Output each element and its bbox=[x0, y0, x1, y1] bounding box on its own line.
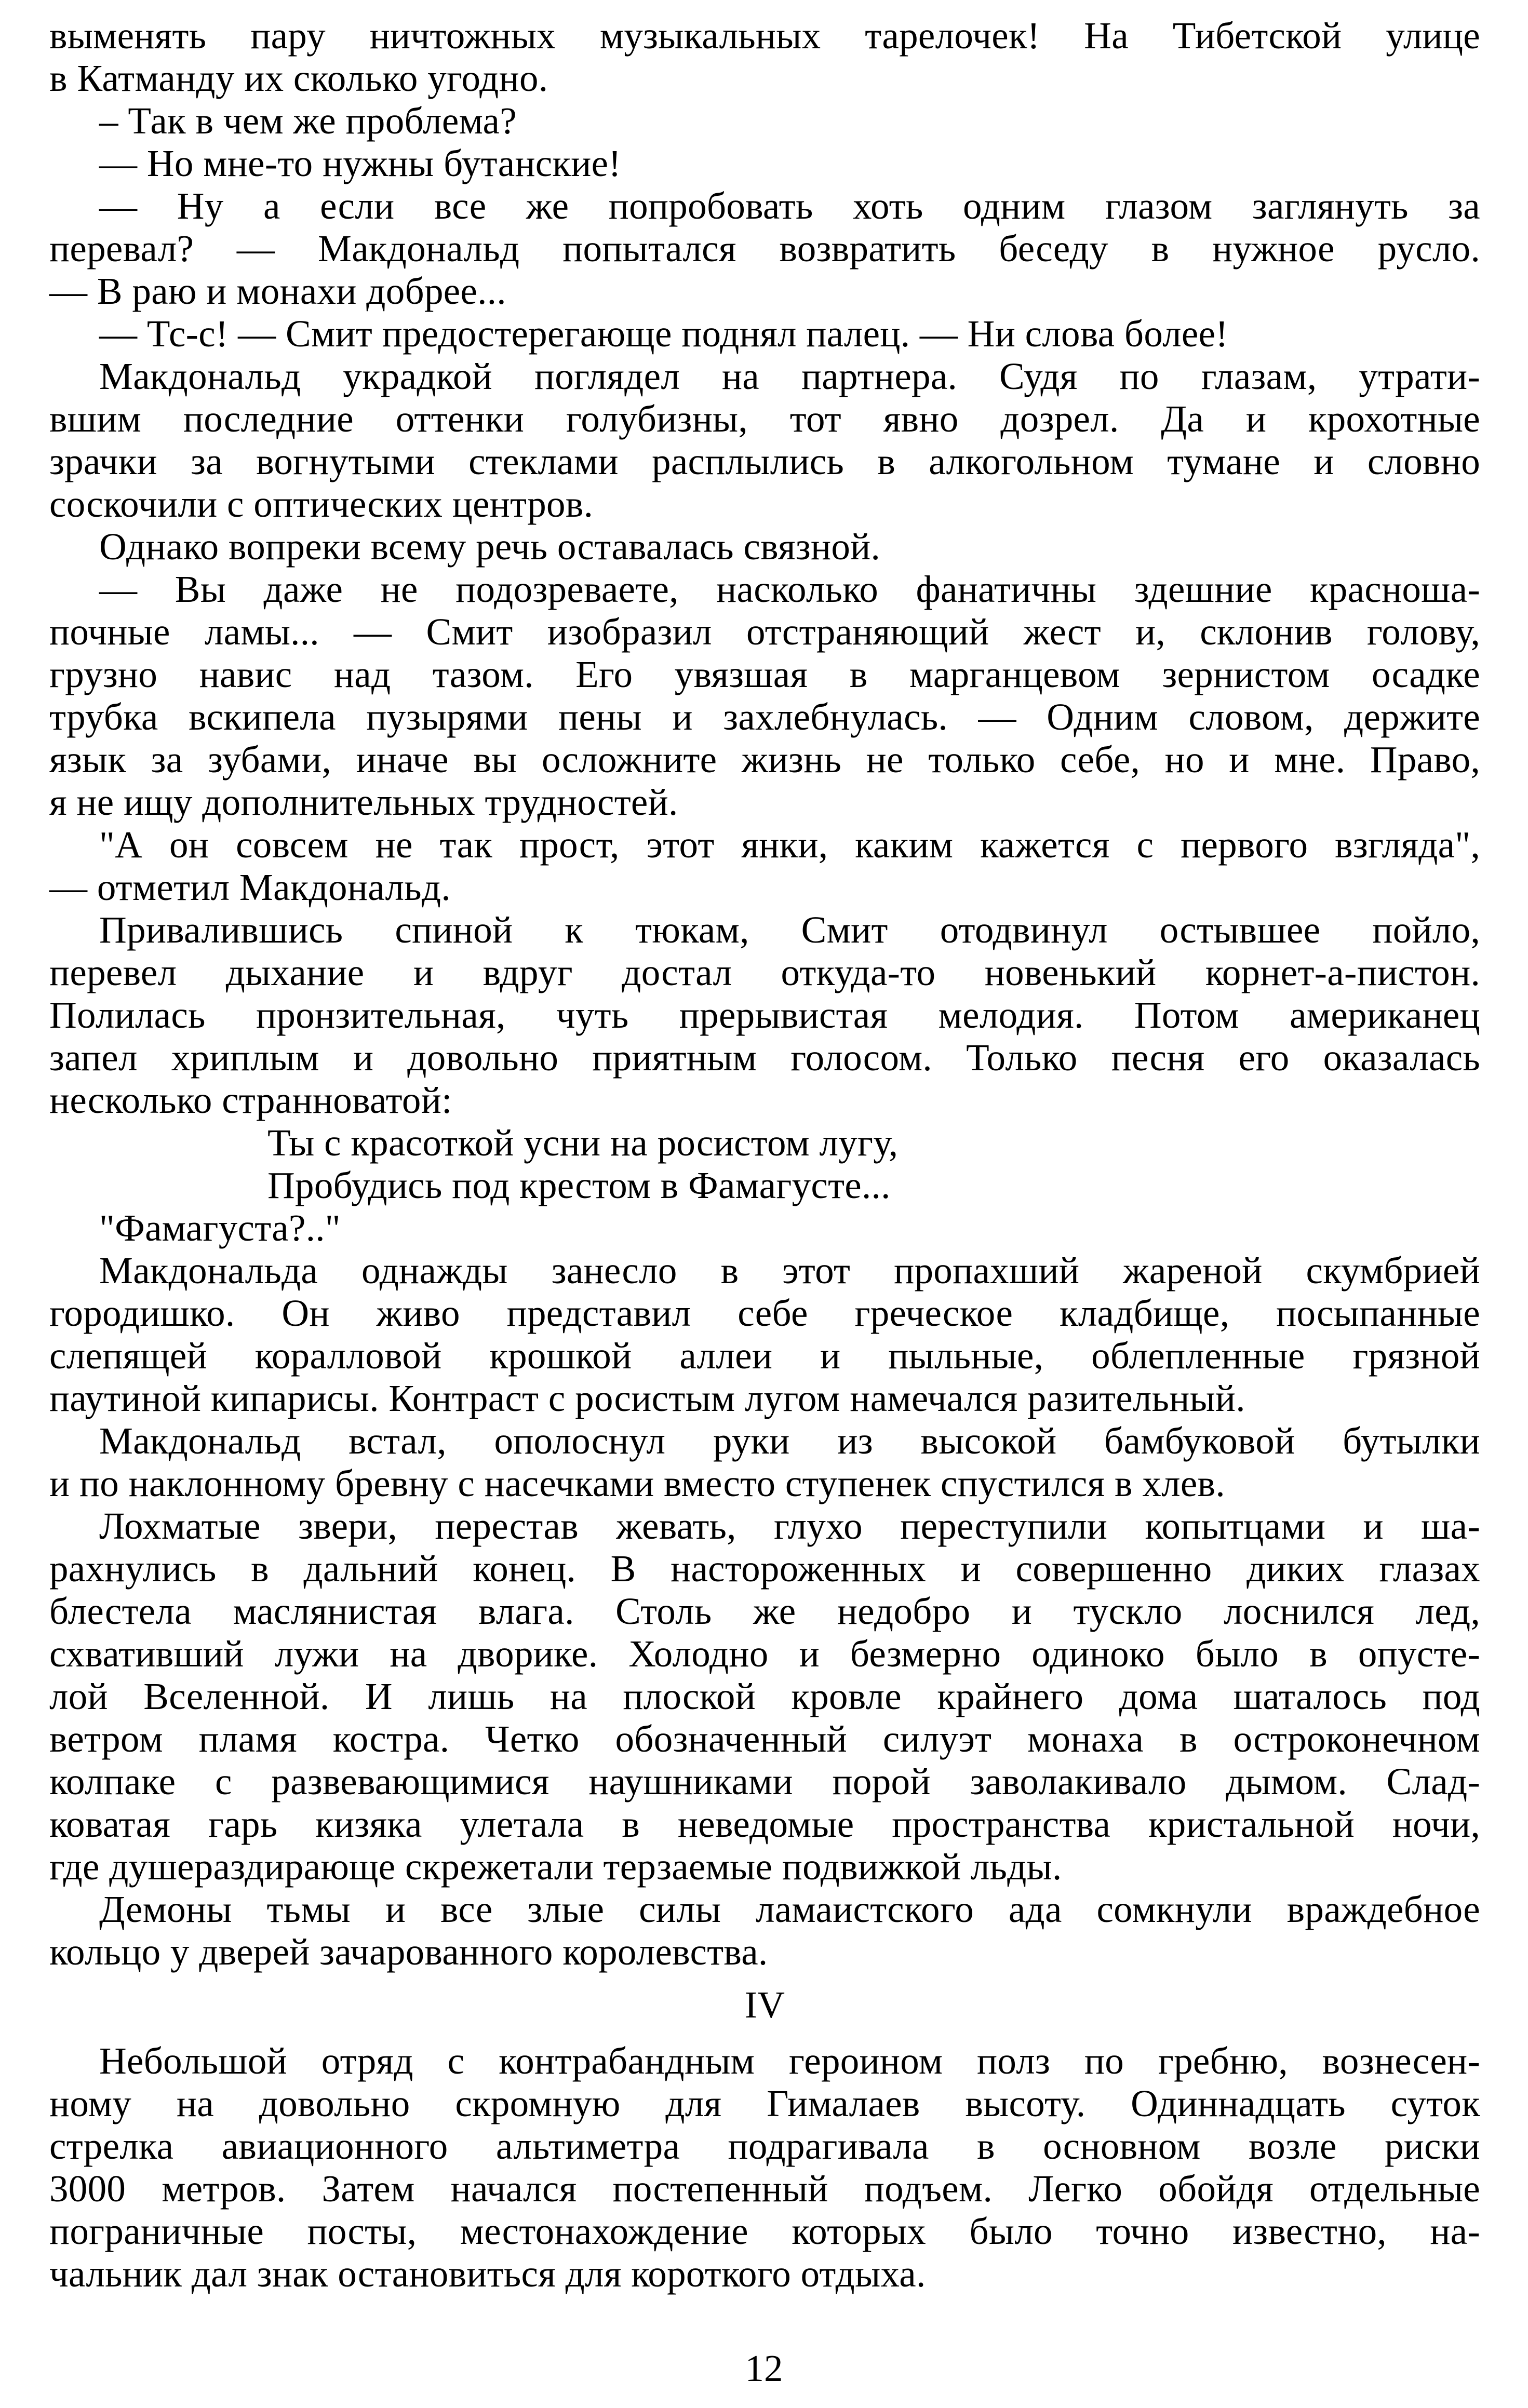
text-line: схвативший лужи на дворике. Холодно и безмерно одиноко было в опусте- bbox=[49, 1633, 1480, 1675]
verse-line: Пробудись под крестом в Фамагусте... bbox=[267, 1164, 891, 1206]
text-line: пограничные посты, местонахождение которых было точно известно, на- bbox=[49, 2210, 1480, 2252]
text-line: колпаке с развевающимися наушниками порой заволакивало дымом. Слад- bbox=[49, 1760, 1480, 1802]
text-line: я не ищу дополнительных трудностей. bbox=[49, 781, 678, 823]
text-line: в Катманду их сколько угодно. bbox=[49, 57, 548, 99]
text-line: запел хриплым и довольно приятным голосом. Только песня его оказалась bbox=[49, 1037, 1480, 1079]
text-line: чальник дал знак остановиться для короткого отдыха. bbox=[49, 2253, 926, 2295]
text-line: — В раю и монахи добрее... bbox=[49, 270, 506, 312]
text-line: паутиной кипарисы. Контраст с росистым лугом намечался разительный. bbox=[49, 1377, 1245, 1419]
text-line: — Но мне-то нужны бутанские! bbox=[99, 142, 621, 184]
text-line: Привалившись спиной к тюкам, Смит отодвинул остывшее пойло, bbox=[99, 909, 1480, 951]
text-line: Макдональда однажды занесло в этот пропахший жареной скумбрией bbox=[99, 1249, 1480, 1292]
text-line: Однако вопреки всему речь оставалась связной. bbox=[99, 526, 881, 568]
text-line: соскочили с оптических центров. bbox=[49, 483, 594, 525]
text-line: Полилась пронзительная, чуть прерывистая мелодия. Потом американец bbox=[49, 994, 1480, 1036]
text-line: ному на довольно скромную для Гималаев высоту. Одиннадцать суток bbox=[49, 2082, 1480, 2124]
text-line: блестела маслянистая влага. Столь же недобро и тускло лоснился лед, bbox=[49, 1590, 1480, 1632]
text-line: Демоны тьмы и все злые силы ламаистского ада сомкнули враждебное bbox=[99, 1888, 1480, 1930]
text-line: стрелка авиационного альтиметра подрагивала в основном возле риски bbox=[49, 2125, 1480, 2167]
text-line: Макдональд украдкой поглядел на партнера. Судя по глазам, утрати- bbox=[99, 355, 1480, 397]
chapter-heading: IV bbox=[744, 1984, 785, 2026]
text-line: где душераздирающе скрежетали терзаемые подвижкой льды. bbox=[49, 1846, 1062, 1888]
text-line: и по наклонному бревну с насечками вместо ступенек спустился в хлев. bbox=[49, 1462, 1225, 1504]
text-line: городишко. Он живо представил себе греческое кладбище, посыпанные bbox=[49, 1292, 1480, 1334]
text-line: выменять пару ничтожных музыкальных тарелочек! На Тибетской улице bbox=[49, 15, 1480, 57]
text-block bbox=[49, 2040, 1480, 2295]
book-page bbox=[49, 15, 1480, 2295]
text-line: "А он совсем не так прост, этот янки, каким кажется с первого взгляда", bbox=[99, 824, 1480, 866]
text-line: ветром пламя костра. Четко обозначенный силуэт монаха в остроконечном bbox=[49, 1718, 1480, 1760]
text-line: кольцо у дверей зачарованного королевства. bbox=[49, 1931, 768, 1973]
text-line: перевал? — Макдональд попытался возвратить беседу в нужное русло. bbox=[49, 227, 1480, 270]
text-block bbox=[49, 15, 1480, 1973]
text-line: лой Вселенной. И лишь на плоской кровле крайнего дома шаталось под bbox=[49, 1675, 1480, 1717]
text-line: — Вы даже не подозреваете, насколько фанатичны здешние красноша- bbox=[99, 568, 1480, 610]
text-line: "Фамагуста?.." bbox=[99, 1207, 341, 1249]
text-line: 3000 метров. Затем начался постепенный подъем. Легко обойдя отдельные bbox=[49, 2168, 1480, 2210]
text-line: — Тс-с! — Смит предостерегающе поднял палец. — Ни слова более! bbox=[99, 313, 1228, 355]
text-line: язык за зубами, иначе вы осложните жизнь не только себе, но и мне. Право, bbox=[49, 738, 1480, 781]
text-line: несколько странноватой: bbox=[49, 1079, 452, 1121]
text-line: Небольшой отряд с контрабандным героином полз по гребню, вознесен- bbox=[99, 2040, 1480, 2082]
text-line: почные ламы... — Смит изобразил отстраняющий жест и, склонив голову, bbox=[49, 611, 1480, 653]
page-number: 12 bbox=[745, 2347, 783, 2389]
text-line: трубка вскипела пузырями пены и захлебнулась. — Одним словом, держите bbox=[49, 696, 1480, 738]
text-line: слепящей коралловой крошкой аллеи и пыльные, облепленные грязной bbox=[49, 1335, 1480, 1377]
text-line: Лохматые звери, перестав жевать, глухо переступили копытцами и ша- bbox=[99, 1505, 1480, 1547]
text-line: вшим последние оттенки голубизны, тот явно дозрел. Да и крохотные bbox=[49, 398, 1480, 440]
text-line: – Так в чем же проблема? bbox=[99, 100, 517, 142]
text-line: перевел дыхание и вдруг достал откуда-то новенький корнет-а-пистон. bbox=[49, 951, 1480, 993]
text-line: — отметил Макдональд. bbox=[49, 866, 451, 908]
text-line: рахнулись в дальний конец. В настороженных и совершенно диких глазах bbox=[49, 1548, 1480, 1590]
text-line: грузно навис над тазом. Его увязшая в марганцевом зернистом осадке bbox=[49, 653, 1480, 695]
text-line: зрачки за вогнутыми стеклами расплылись в алкогольном тумане и словно bbox=[49, 440, 1480, 482]
text-line: коватая гарь кизяка улетала в неведомые пространства кристальной ночи, bbox=[49, 1803, 1480, 1845]
text-line: Макдональд встал, ополоснул руки из высокой бамбуковой бутылки bbox=[99, 1420, 1480, 1462]
verse-line: Ты с красоткой усни на росистом лугу, bbox=[267, 1122, 899, 1164]
text-line: — Ну а если все же попробовать хоть одним глазом заглянуть за bbox=[99, 185, 1480, 227]
